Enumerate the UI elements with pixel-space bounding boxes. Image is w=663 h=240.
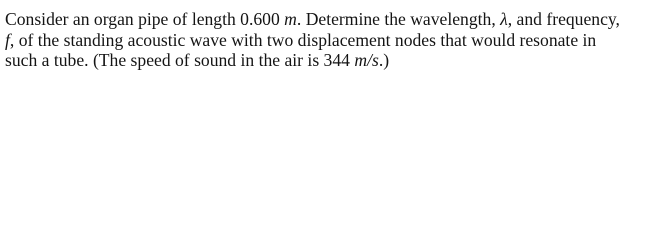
- symbol-lambda: λ: [500, 9, 508, 29]
- text-segment: , of the standing acoustic wave with two displacement nodes that would resonate in: [9, 29, 597, 50]
- unit-speed: m/s: [354, 50, 379, 70]
- problem-line-1: [5, 9, 660, 30]
- unit-meters: m: [284, 9, 297, 29]
- text-segment: . Determine the wavelength,: [296, 9, 501, 29]
- problem-line-3: [5, 50, 660, 71]
- symbol-f: f: [5, 29, 10, 50]
- problem-line-2: [5, 30, 660, 51]
- text-segment: .): [378, 50, 390, 70]
- text-segment: , and frequency,: [507, 9, 620, 29]
- text-segment: Consider an organ pipe of length 0.600: [5, 9, 285, 29]
- text-segment: such a tube. (The speed of sound in the air is 344: [5, 50, 355, 70]
- problem-text: [5, 9, 660, 71]
